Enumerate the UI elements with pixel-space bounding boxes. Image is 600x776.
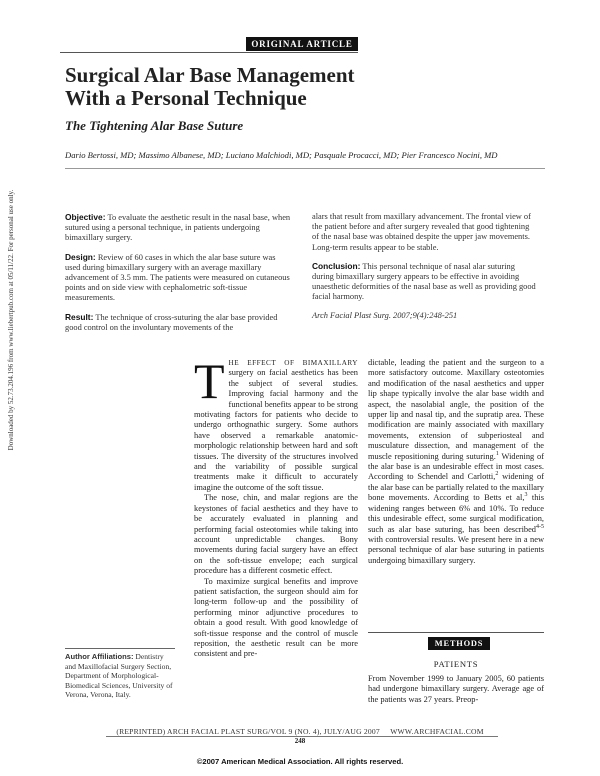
conclusion-label: Conclusion:	[312, 260, 361, 271]
copyright-notice: ©2007 American Medical Association. All rights reserved.	[196, 757, 404, 766]
abstract-conclusion	[312, 261, 538, 303]
design-label: Design:	[65, 251, 96, 262]
intro-paragraph-1-text: surgery on facial aesthetics has been the subject of several studies. Improving facial harmony and the functional benefits appear to be strong motivating factors for patients who decide to undergo orthognathic surgery. Some authors have observed a remarkable anatomic-morphologic relationship between hard and soft tissues. The diversity of the structures involved and the variability of possible surgical treatments make it difficult to accurately imagine the outcome of the soft tissue.	[194, 368, 358, 492]
article-title-line-2: With a Personal Technique	[65, 86, 307, 110]
badge-divider	[60, 52, 358, 53]
download-watermark	[4, 110, 18, 530]
intro-paragraph-2: The nose, chin, and malar regions are the keystones of facial aesthetics and they have to be accurately evaluated in planning and performing facial osteotomies while taking into account unpredictable changes. Bony movements during facial surgery have an effect on the soft-tissue envelope; each surgical procedure has a different cosmetic effect.	[194, 493, 358, 576]
author-list: Dario Bertossi, MD; Massimo Albanese, MD; Luciano Malchiodi, MD; Pasquale Procacci, MD; Pier Francesco Nocini, MD	[65, 150, 498, 160]
author-divider	[65, 168, 545, 169]
drop-cap: T	[194, 353, 225, 409]
affiliation-divider	[65, 648, 175, 649]
result-text: The technique of cross-suturing the alar base provided good control on the involuntary movements of the	[65, 312, 278, 332]
para-segment: this widening ranges between 6% and 10%. To reduce this undesirable effect, some surgical modification, such as alar base suturing, has been described	[368, 493, 544, 534]
abstract-right-column	[312, 212, 538, 329]
para-segment: Widening of the alar base is an undesirable effect in most cases. According to Schendel and Carlotti,	[368, 451, 544, 482]
intro-paragraph-3-continued	[368, 358, 544, 566]
para-segment: dictable, leading the patient and the surgeon to a more satisfactory outcome. Maxillary osteotomies and modification of the nasal aesthetics and upper lip shape typically involve the alar base width and aspect, the nasolabial angle, the position of the upper lip and nasal tip, and the supratip area. These modification are mainly associated with maxillary movements, extension of subperiosteal and musculature dissection, and management of the muscle repositioning during suturing.	[368, 358, 544, 461]
intro-paragraph-3: To maximize surgical benefits and improve patient satisfaction, the surgeon should aim for long-term follow-up and the possibility of performing minor adjunctive procedures to obtain a good result. With good knowledge of soft-tissue response and the control of muscle reposition, the aesthetic result can be more consistent and pre-	[194, 576, 358, 659]
reference-1: 1	[495, 450, 499, 457]
article-title-line-1: Surgical Alar Base Management	[65, 63, 355, 87]
affiliations-text: Dentistry and Maxillofacial Surgery Section, Department of Morphological-Biomedical Sciences, University of Verona, Verona, Italy.	[65, 652, 173, 700]
objective-label: Objective:	[65, 212, 106, 222]
reference-4-5: 4-5	[536, 523, 544, 530]
affiliations-label: Author Affiliations:	[65, 652, 134, 661]
page-number: 248	[294, 737, 306, 745]
author-affiliations	[65, 652, 175, 700]
article-subtitle: The Tightening Alar Base Suture	[65, 118, 244, 133]
patients-heading: PATIENTS	[433, 659, 479, 669]
objective-text: To evaluate the aesthetic result in the nasal base, when sutured using a personal technique, in patients undergoing bimaxillary surgery.	[65, 213, 291, 243]
abstract-result	[65, 312, 291, 333]
para-segment: widening of the alar base can be partially related to the maxillary bone movements. According to Betts et al,	[368, 472, 544, 503]
para-segment: with controversial results. We present here in a new personal technique of alar base suturing in patients undergoing bimaxillary surgery.	[368, 534, 544, 565]
download-watermark-text: Downloaded by 52.73.204.196 from www.liebertpub.com at 05/11/22. For personal use only.	[7, 189, 15, 451]
conclusion-text: This personal technique of nasal alar suturing during bimaxillary surgery appears to be effective in avoiding unaesthetic deformities of the nasal base as well as providing good facial harmony.	[312, 261, 536, 302]
intro-paragraph-1	[194, 353, 358, 493]
reference-3: 3	[524, 492, 528, 499]
methods-divider	[368, 632, 544, 633]
reference-2: 2	[495, 471, 499, 478]
abstract-objective	[65, 212, 291, 244]
abstract-design	[65, 252, 291, 304]
design-text: Review of 60 cases in which the alar base suture was used during bimaxillary surgery with an average maxillary advancement of 3.5 mm. The patients were measured on cutaneous points and on side view with cephalometric soft-tissue measurements.	[65, 252, 290, 303]
abstract-left-column	[65, 212, 291, 341]
article-citation: Arch Facial Plast Surg. 2007;9(4):248-251	[312, 310, 458, 320]
result-label: Result:	[65, 311, 94, 322]
body-middle-column	[194, 353, 358, 660]
article-title	[65, 64, 545, 110]
journal-footer: (REPRINTED) ARCH FACIAL PLAST SURG/VOL 9 (NO. 4), JULY/AUG 2007 WWW.ARCHFACIAL.COM	[116, 727, 484, 736]
abstract-result-continued: alars that result from maxillary advancement. The frontal view of the patient before and after surgery revealed that good tightening of the nasal base was obtained despite the upper jaw movements. Long-term results appear to be stable.	[312, 212, 531, 252]
patients-paragraph: From November 1999 to January 2005, 60 patients had undergone bimaxillary surgery. Average age of the patients was 27 years. Preop-	[368, 674, 544, 704]
body-right-column	[368, 358, 544, 566]
section-badge: ORIGINAL ARTICLE	[246, 37, 358, 51]
methods-heading: METHODS	[428, 637, 490, 650]
lead-in-caps: HE EFFECT OF BIMAXILLARY	[228, 359, 358, 367]
